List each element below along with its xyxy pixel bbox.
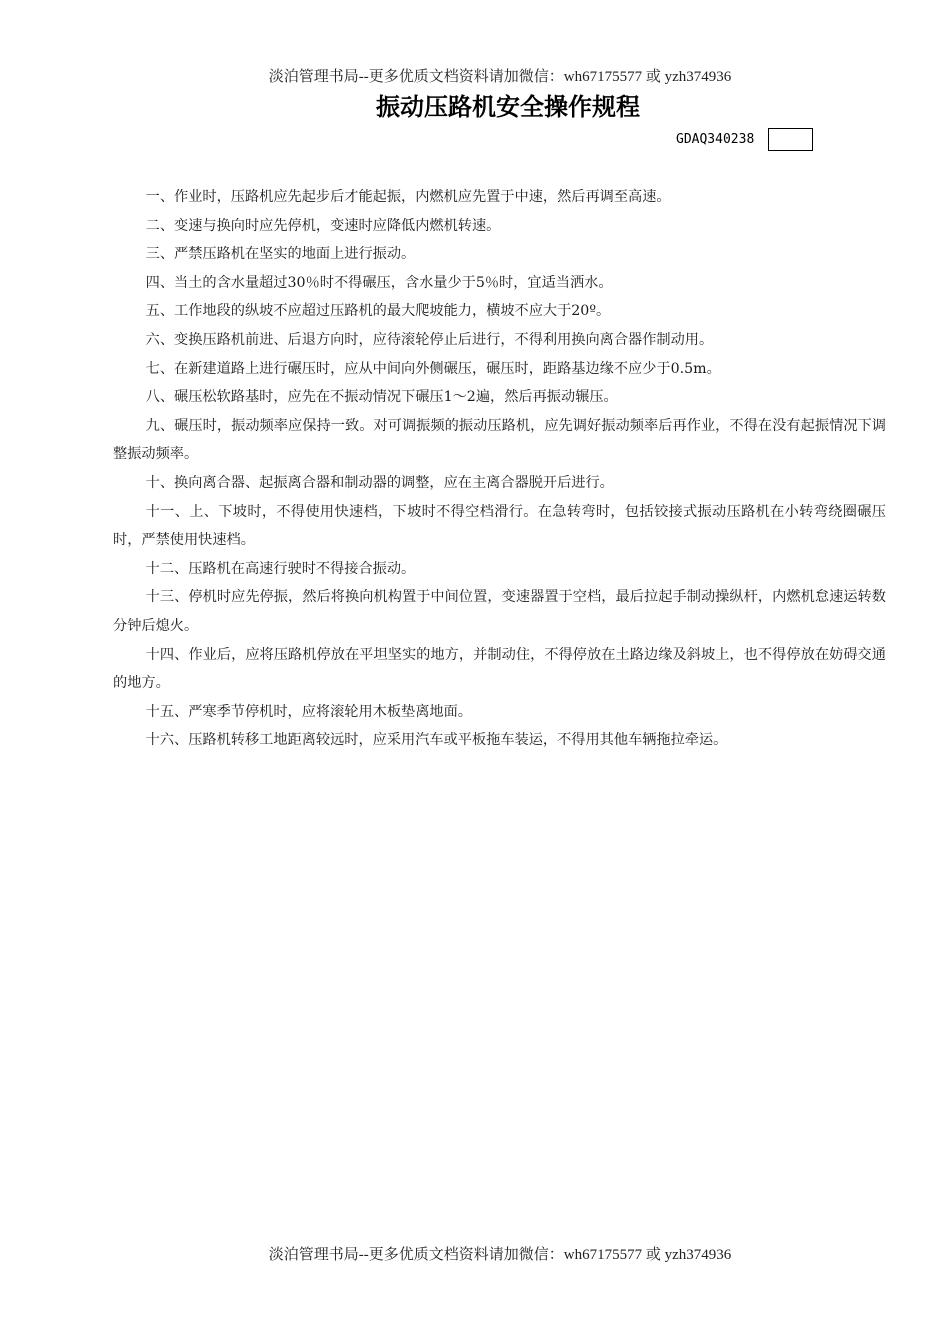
clause-14: 十四、作业后，应将压路机停放在平坦坚实的地方，并制动住，不得停放在土路边缘及斜坡上，也不得停放在妨碍交通的地方。 bbox=[113, 646, 886, 692]
clause-2: 二、变速与换向时应先停机，变速时应降低内燃机转速。 bbox=[145, 217, 501, 234]
document-body bbox=[113, 183, 886, 755]
clause-7: 七、在新建道路上进行碾压时，应从中间向外侧碾压，碾压时，距路基边缘不应少于0.5m。 bbox=[145, 360, 721, 377]
clause-15: 十五、严寒季节停机时，应将滚轮用木板垫离地面。 bbox=[145, 703, 472, 720]
document-title: 振动压路机安全操作规程 bbox=[376, 93, 640, 121]
clause-13: 十三、停机时应先停振，然后将换向机构置于中间位置，变速器置于空档，最后拉起手制动操纵杆，内燃机怠速运转数分钟后熄火。 bbox=[113, 589, 886, 634]
footer-note: 淡泊管理书局--更多优质文档资料请加微信：wh67175577 或 yzh374936 bbox=[268, 1247, 732, 1263]
clause-8: 八、碾压松软路基时，应先在不振动情况下碾压1～2遍，然后再振动辗压。 bbox=[145, 389, 618, 406]
clause-12: 十二、压路机在高速行驶时不得接合振动。 bbox=[145, 560, 416, 577]
clause-10: 十、换向离合器、起振离合器和制动器的调整，应在主离合器脱开后进行。 bbox=[145, 474, 614, 491]
clause-5: 五、工作地段的纵坡不应超过压路机的最大爬坡能力，横坡不应大于20º。 bbox=[145, 303, 611, 320]
code-input-box bbox=[768, 128, 813, 151]
clause-4: 四、当土的含水量超过30％时不得碾压，含水量少于5％时，宜适当洒水。 bbox=[145, 274, 613, 291]
clause-16: 十六、压路机转移工地距离较远时，应采用汽车或平板拖车装运，不得用其他车辆拖拉牵运。 bbox=[145, 732, 728, 749]
clause-6: 六、变换压路机前进、后退方向时，应待滚轮停止后进行，不得利用换向离合器作制动用。 bbox=[145, 331, 714, 348]
document-code-row bbox=[676, 128, 813, 151]
document-code: GDAQ340238 bbox=[676, 132, 755, 147]
clause-3: 三、严禁压路机在坚实的地面上进行振动。 bbox=[145, 246, 416, 263]
clause-1: 一、作业时，压路机应先起步后才能起振，内燃机应先置于中速，然后再调至高速。 bbox=[145, 189, 671, 205]
clause-9: 九、碾压时，振动频率应保持一致。对可调振频的振动压路机，应先调好振动频率后再作业，不得在没有起振情况下调整振动频率。 bbox=[113, 417, 886, 463]
header-note: 淡泊管理书局--更多优质文档资料请加微信：wh67175577 或 yzh374936 bbox=[268, 69, 732, 85]
clause-11: 十一、上、下坡时，不得使用快速档，下坡时不得空档滑行。在急转弯时，包括铰接式振动压路机在小转弯绕圈碾压时，严禁使用快速档。 bbox=[113, 503, 886, 549]
